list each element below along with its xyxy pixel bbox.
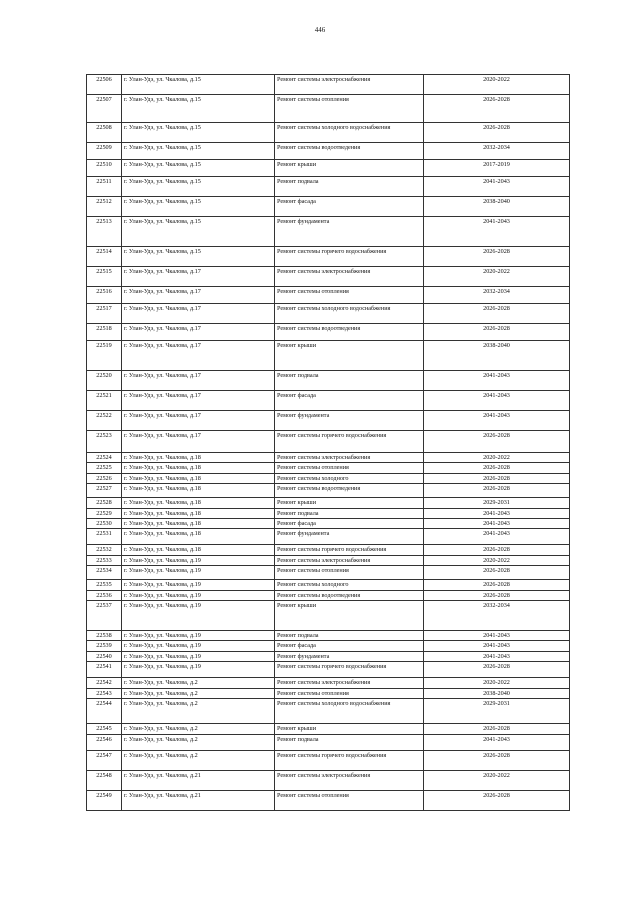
table-row	[87, 411, 570, 431]
table-row	[87, 197, 570, 217]
table-row	[87, 724, 570, 734]
table-row	[87, 580, 570, 590]
row-period: 2041-2043	[424, 508, 570, 518]
row-address: г. Улан-Удэ, ул. Чкалова, д.15	[122, 123, 275, 143]
table-row	[87, 545, 570, 555]
row-period: 2026-2028	[424, 590, 570, 600]
row-work-type: Ремонт системы водоотведения	[275, 484, 424, 498]
row-number: 22544	[87, 699, 122, 724]
row-number: 22511	[87, 177, 122, 197]
row-address: г. Улан-Удэ, ул. Чкалова, д.21	[122, 790, 275, 810]
table-row	[87, 601, 570, 631]
row-work-type: Ремонт системы водоотведения	[275, 590, 424, 600]
row-address: г. Улан-Удэ, ул. Чкалова, д.15	[122, 197, 275, 217]
row-number: 22517	[87, 304, 122, 324]
row-period: 2026-2028	[424, 123, 570, 143]
row-period: 2020-2022	[424, 453, 570, 463]
row-number: 22547	[87, 750, 122, 770]
table-row	[87, 123, 570, 143]
row-number: 22529	[87, 508, 122, 518]
table-row	[87, 160, 570, 177]
row-number: 22531	[87, 529, 122, 545]
table-row	[87, 750, 570, 770]
table-row	[87, 734, 570, 750]
row-number: 22542	[87, 678, 122, 688]
row-address: г. Улан-Удэ, ул. Чкалова, д.18	[122, 529, 275, 545]
table-row	[87, 267, 570, 287]
row-period: 2041-2043	[424, 371, 570, 391]
row-number: 22510	[87, 160, 122, 177]
row-work-type: Ремонт крыши	[275, 160, 424, 177]
row-address: г. Улан-Удэ, ул. Чкалова, д.15	[122, 217, 275, 247]
row-work-type: Ремонт фасада	[275, 391, 424, 411]
row-work-type: Ремонт системы водоотведения	[275, 324, 424, 341]
row-number: 22518	[87, 324, 122, 341]
row-work-type: Ремонт системы отопления	[275, 463, 424, 473]
row-period: 2026-2028	[424, 724, 570, 734]
row-work-type: Ремонт подвала	[275, 508, 424, 518]
row-work-type: Ремонт фундамента	[275, 411, 424, 431]
table-row	[87, 391, 570, 411]
row-work-type: Ремонт системы горячего водоснабжения	[275, 750, 424, 770]
row-work-type: Ремонт системы горячего водоснабжения	[275, 662, 424, 678]
row-work-type: Ремонт системы отопления	[275, 790, 424, 810]
table-row	[87, 324, 570, 341]
row-period: 2020-2022	[424, 267, 570, 287]
row-number: 22527	[87, 484, 122, 498]
row-work-type: Ремонт подвала	[275, 631, 424, 641]
row-address: г. Улан-Удэ, ул. Чкалова, д.19	[122, 590, 275, 600]
row-period: 2041-2043	[424, 631, 570, 641]
row-period: 2026-2028	[424, 95, 570, 123]
row-number: 22515	[87, 267, 122, 287]
row-work-type: Ремонт фундамента	[275, 217, 424, 247]
page-number: 446	[314, 26, 326, 34]
row-number: 22535	[87, 580, 122, 590]
row-period: 2041-2043	[424, 217, 570, 247]
row-work-type: Ремонт системы отопления	[275, 566, 424, 580]
table-row	[87, 75, 570, 95]
table-row	[87, 508, 570, 518]
row-period: 2041-2043	[424, 529, 570, 545]
row-period: 2026-2028	[424, 247, 570, 267]
row-address: г. Улан-Удэ, ул. Чкалова, д.15	[122, 177, 275, 197]
row-address: г. Улан-Удэ, ул. Чкалова, д.2	[122, 750, 275, 770]
row-number: 22532	[87, 545, 122, 555]
row-period: 2029-2031	[424, 498, 570, 508]
row-address: г. Улан-Удэ, ул. Чкалова, д.18	[122, 473, 275, 483]
row-work-type: Ремонт подвала	[275, 371, 424, 391]
row-work-type: Ремонт крыши	[275, 498, 424, 508]
row-address: г. Улан-Удэ, ул. Чкалова, д.15	[122, 160, 275, 177]
row-work-type: Ремонт крыши	[275, 724, 424, 734]
row-period: 2026-2028	[424, 463, 570, 473]
row-number: 22537	[87, 601, 122, 631]
row-period: 2041-2043	[424, 651, 570, 661]
row-period: 2020-2022	[424, 75, 570, 95]
table-row	[87, 217, 570, 247]
row-work-type: Ремонт системы холодного водоснабжения	[275, 123, 424, 143]
row-address: г. Улан-Удэ, ул. Чкалова, д.15	[122, 247, 275, 267]
row-work-type: Ремонт системы горячего водоснабжения	[275, 431, 424, 453]
row-number: 22524	[87, 453, 122, 463]
row-period: 2041-2043	[424, 177, 570, 197]
row-period: 2026-2028	[424, 545, 570, 555]
row-address: г. Улан-Удэ, ул. Чкалова, д.18	[122, 519, 275, 529]
row-address: г. Улан-Удэ, ул. Чкалова, д.17	[122, 431, 275, 453]
registry-body	[87, 75, 570, 811]
row-address: г. Улан-Удэ, ул. Чкалова, д.18	[122, 498, 275, 508]
row-period: 2026-2028	[424, 580, 570, 590]
row-period: 2020-2022	[424, 770, 570, 790]
row-period: 2032-2034	[424, 287, 570, 304]
row-period: 2026-2028	[424, 750, 570, 770]
row-number: 22530	[87, 519, 122, 529]
row-period: 2020-2022	[424, 678, 570, 688]
row-number: 22545	[87, 724, 122, 734]
row-number: 22508	[87, 123, 122, 143]
row-address: г. Улан-Удэ, ул. Чкалова, д.2	[122, 678, 275, 688]
row-work-type: Ремонт системы электроснабжения	[275, 555, 424, 565]
row-address: г. Улан-Удэ, ул. Чкалова, д.17	[122, 411, 275, 431]
row-number: 22543	[87, 688, 122, 698]
table-row	[87, 566, 570, 580]
table-row	[87, 651, 570, 661]
row-number: 22509	[87, 143, 122, 160]
row-address: г. Улан-Удэ, ул. Чкалова, д.19	[122, 662, 275, 678]
row-number: 22516	[87, 287, 122, 304]
table-row	[87, 463, 570, 473]
table-row	[87, 590, 570, 600]
table-row	[87, 287, 570, 304]
table-row	[87, 790, 570, 810]
table-row	[87, 431, 570, 453]
table-row	[87, 688, 570, 698]
table-row	[87, 304, 570, 324]
row-work-type: Ремонт системы электроснабжения	[275, 770, 424, 790]
row-address: г. Улан-Удэ, ул. Чкалова, д.18	[122, 463, 275, 473]
table-row	[87, 699, 570, 724]
row-number: 22538	[87, 631, 122, 641]
row-address: г. Улан-Удэ, ул. Чкалова, д.19	[122, 641, 275, 651]
row-address: г. Улан-Удэ, ул. Чкалова, д.17	[122, 287, 275, 304]
row-work-type: Ремонт системы водоотведения	[275, 143, 424, 160]
row-address: г. Улан-Удэ, ул. Чкалова, д.19	[122, 631, 275, 641]
row-address: г. Улан-Удэ, ул. Чкалова, д.17	[122, 304, 275, 324]
row-number: 22528	[87, 498, 122, 508]
row-number: 22519	[87, 341, 122, 371]
table-row	[87, 770, 570, 790]
table-row	[87, 143, 570, 160]
row-period: 2026-2028	[424, 662, 570, 678]
table-row	[87, 453, 570, 463]
row-work-type: Ремонт системы электроснабжения	[275, 453, 424, 463]
row-work-type: Ремонт системы отопления	[275, 688, 424, 698]
row-number: 22540	[87, 651, 122, 661]
row-number: 22549	[87, 790, 122, 810]
table-row	[87, 555, 570, 565]
row-work-type: Ремонт системы холодного водоснабжения	[275, 699, 424, 724]
row-address: г. Улан-Удэ, ул. Чкалова, д.15	[122, 143, 275, 160]
row-number: 22533	[87, 555, 122, 565]
row-period: 2020-2022	[424, 555, 570, 565]
row-period: 2026-2028	[424, 790, 570, 810]
row-work-type: Ремонт системы электроснабжения	[275, 75, 424, 95]
row-number: 22506	[87, 75, 122, 95]
row-address: г. Улан-Удэ, ул. Чкалова, д.17	[122, 324, 275, 341]
row-work-type: Ремонт системы отопления	[275, 95, 424, 123]
row-period: 2041-2043	[424, 391, 570, 411]
row-number: 22534	[87, 566, 122, 580]
row-period: 2032-2034	[424, 143, 570, 160]
row-period: 2017-2019	[424, 160, 570, 177]
row-address: г. Улан-Удэ, ул. Чкалова, д.15	[122, 95, 275, 123]
row-work-type: Ремонт крыши	[275, 601, 424, 631]
row-period: 2026-2028	[424, 304, 570, 324]
row-period: 2026-2028	[424, 566, 570, 580]
row-work-type: Ремонт фасада	[275, 197, 424, 217]
row-work-type: Ремонт фундамента	[275, 651, 424, 661]
row-number: 22520	[87, 371, 122, 391]
row-number: 22548	[87, 770, 122, 790]
row-address: г. Улан-Удэ, ул. Чкалова, д.18	[122, 484, 275, 498]
row-work-type: Ремонт системы холодного	[275, 580, 424, 590]
row-number: 22546	[87, 734, 122, 750]
row-address: г. Улан-Удэ, ул. Чкалова, д.18	[122, 545, 275, 555]
row-period: 2041-2043	[424, 641, 570, 651]
table-row	[87, 341, 570, 371]
row-address: г. Улан-Удэ, ул. Чкалова, д.17	[122, 267, 275, 287]
table-row	[87, 519, 570, 529]
row-address: г. Улан-Удэ, ул. Чкалова, д.18	[122, 453, 275, 463]
row-address: г. Улан-Удэ, ул. Чкалова, д.15	[122, 75, 275, 95]
row-period: 2041-2043	[424, 411, 570, 431]
row-number: 22513	[87, 217, 122, 247]
table-row	[87, 177, 570, 197]
row-work-type: Ремонт фасада	[275, 641, 424, 651]
row-address: г. Улан-Удэ, ул. Чкалова, д.19	[122, 651, 275, 661]
row-period: 2041-2043	[424, 734, 570, 750]
row-number: 22514	[87, 247, 122, 267]
row-number: 22539	[87, 641, 122, 651]
table-row	[87, 529, 570, 545]
row-period: 2029-2031	[424, 699, 570, 724]
row-work-type: Ремонт системы электроснабжения	[275, 678, 424, 688]
row-address: г. Улан-Удэ, ул. Чкалова, д.2	[122, 734, 275, 750]
row-period: 2038-2040	[424, 341, 570, 371]
row-number: 22507	[87, 95, 122, 123]
table-row	[87, 498, 570, 508]
row-number: 22522	[87, 411, 122, 431]
row-period: 2038-2040	[424, 688, 570, 698]
row-period: 2038-2040	[424, 197, 570, 217]
row-work-type: Ремонт фундамента	[275, 529, 424, 545]
row-number: 22523	[87, 431, 122, 453]
row-work-type: Ремонт системы горячего водоснабжения	[275, 545, 424, 555]
row-period: 2026-2028	[424, 473, 570, 483]
row-number: 22536	[87, 590, 122, 600]
row-address: г. Улан-Удэ, ул. Чкалова, д.18	[122, 508, 275, 518]
row-work-type: Ремонт фасада	[275, 519, 424, 529]
row-address: г. Улан-Удэ, ул. Чкалова, д.2	[122, 699, 275, 724]
table-row	[87, 641, 570, 651]
table-row	[87, 631, 570, 641]
repair-registry-table	[86, 74, 570, 811]
row-work-type: Ремонт системы отопления	[275, 287, 424, 304]
row-number: 22526	[87, 473, 122, 483]
table-row	[87, 473, 570, 483]
row-address: г. Улан-Удэ, ул. Чкалова, д.17	[122, 341, 275, 371]
row-work-type: Ремонт подвала	[275, 177, 424, 197]
row-address: г. Улан-Удэ, ул. Чкалова, д.19	[122, 580, 275, 590]
row-number: 22541	[87, 662, 122, 678]
row-work-type: Ремонт крыши	[275, 341, 424, 371]
row-period: 2041-2043	[424, 519, 570, 529]
row-period: 2026-2028	[424, 324, 570, 341]
row-number: 22525	[87, 463, 122, 473]
row-period: 2032-2034	[424, 601, 570, 631]
row-address: г. Улан-Удэ, ул. Чкалова, д.19	[122, 555, 275, 565]
row-address: г. Улан-Удэ, ул. Чкалова, д.2	[122, 688, 275, 698]
table-row	[87, 247, 570, 267]
row-address: г. Улан-Удэ, ул. Чкалова, д.19	[122, 566, 275, 580]
table-row	[87, 484, 570, 498]
table-row	[87, 371, 570, 391]
table-row	[87, 678, 570, 688]
row-work-type: Ремонт системы горячего водоснабжения	[275, 247, 424, 267]
row-period: 2026-2028	[424, 484, 570, 498]
row-work-type: Ремонт системы холодного	[275, 473, 424, 483]
row-work-type: Ремонт системы холодного водоснабжения	[275, 304, 424, 324]
row-address: г. Улан-Удэ, ул. Чкалова, д.19	[122, 601, 275, 631]
row-period: 2026-2028	[424, 431, 570, 453]
row-address: г. Улан-Удэ, ул. Чкалова, д.17	[122, 371, 275, 391]
row-number: 22512	[87, 197, 122, 217]
row-address: г. Улан-Удэ, ул. Чкалова, д.2	[122, 724, 275, 734]
row-number: 22521	[87, 391, 122, 411]
row-work-type: Ремонт системы электроснабжения	[275, 267, 424, 287]
row-work-type: Ремонт подвала	[275, 734, 424, 750]
row-address: г. Улан-Удэ, ул. Чкалова, д.17	[122, 391, 275, 411]
table-row	[87, 95, 570, 123]
row-address: г. Улан-Удэ, ул. Чкалова, д.21	[122, 770, 275, 790]
table-row	[87, 662, 570, 678]
